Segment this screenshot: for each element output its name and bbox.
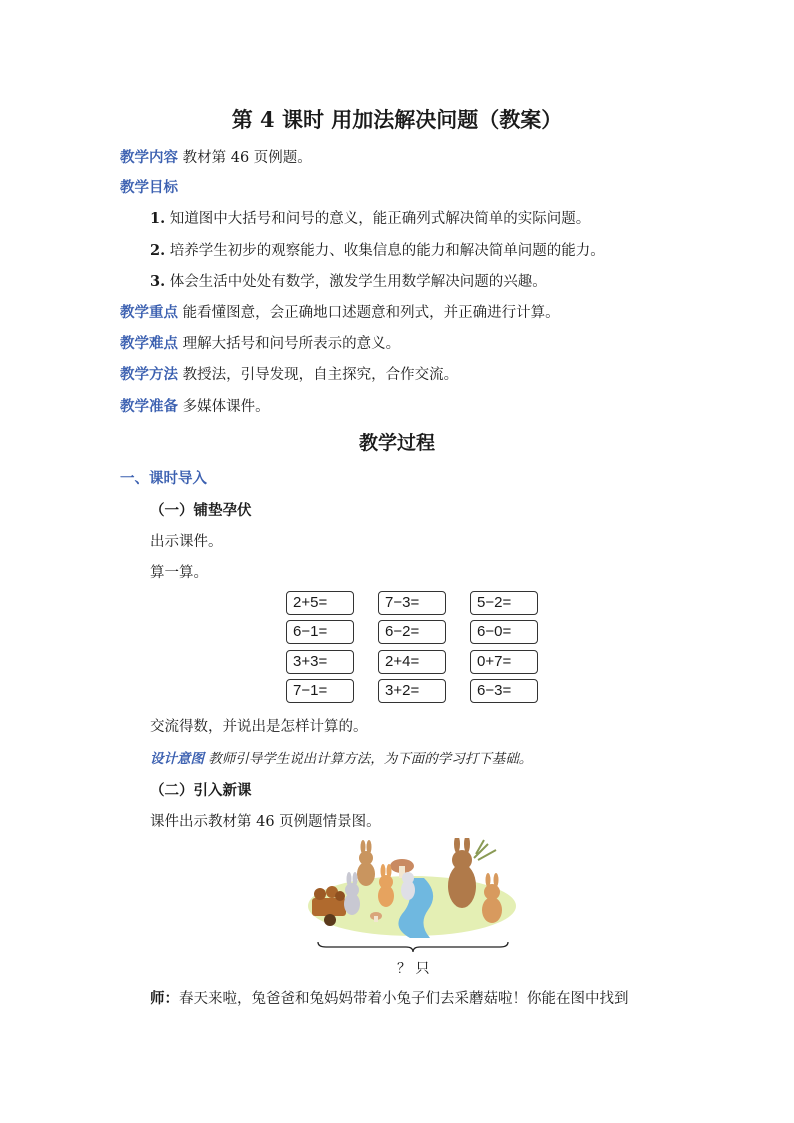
rabbit-child-icon bbox=[378, 864, 394, 907]
paragraph: 算一算。 bbox=[150, 565, 208, 581]
design-text: 教师引导学生说出计算方法，为下面的学习打下基础。 bbox=[208, 751, 533, 767]
info-text: 教材第 46 页例题。 bbox=[182, 150, 312, 166]
rabbit-child-icon bbox=[401, 872, 415, 900]
exercise-box: 2+5= bbox=[286, 591, 354, 615]
goal-item: 2. 培养学生初步的观察能力、收集信息的能力和解决简单问题的能力。 bbox=[150, 242, 605, 259]
goal-item: 3. 体会生活中处处有数学，激发学生用数学解决问题的兴趣。 bbox=[150, 273, 547, 290]
exercise-box: 0+7= bbox=[470, 650, 538, 674]
brace-icon bbox=[316, 940, 510, 954]
exercise-box: 5−2= bbox=[470, 591, 538, 615]
teacher-label: 师： bbox=[150, 990, 179, 1007]
info-key: 教学重点 能看懂图意，会正确地口述题意和列式，并正确进行计算。 bbox=[120, 304, 560, 321]
info-preparation: 教学准备 多媒体课件。 bbox=[120, 398, 270, 415]
question-label: ？ 只 bbox=[397, 961, 430, 977]
exercise-box: 7−3= bbox=[378, 591, 446, 615]
paragraph: 交流得数，并说出是怎样计算的。 bbox=[150, 719, 368, 735]
part-heading: （二）引入新课 bbox=[150, 782, 252, 799]
exercise-box: 3+2= bbox=[378, 679, 446, 703]
exercise-box: 6−2= bbox=[378, 620, 446, 644]
exercise-box: 3+3= bbox=[286, 650, 354, 674]
goal-item: 1. 知道图中大括号和问号的意义，能正确列式解决简单的实际问题。 bbox=[150, 210, 591, 227]
paragraph: 课件出示教材第 46 页例题情景图。 bbox=[150, 814, 381, 830]
info-method: 教学方法 教授法，引导发现，自主探究，合作交流。 bbox=[120, 366, 459, 383]
info-content bbox=[120, 146, 312, 167]
part-heading: （一）铺垫孕伏 bbox=[150, 502, 252, 519]
page-title: 第 4 课时 用加法解决问题（教案） bbox=[231, 107, 563, 132]
rabbit-scene-illustration bbox=[306, 838, 518, 946]
exercise-box: 7−1= bbox=[286, 679, 354, 703]
exercise-box: 6−3= bbox=[470, 679, 538, 703]
exercise-box: 2+4= bbox=[378, 650, 446, 674]
exercise-box: 6−0= bbox=[470, 620, 538, 644]
info-goals bbox=[120, 176, 178, 197]
exercise-box: 6−1= bbox=[286, 620, 354, 644]
paragraph: 出示课件。 bbox=[150, 534, 223, 550]
teacher-line bbox=[150, 987, 629, 1008]
info-label: 教学内容 bbox=[120, 149, 178, 166]
rabbit-child-icon bbox=[344, 872, 360, 915]
process-title: 教学过程 bbox=[358, 432, 435, 454]
info-label: 教学目标 bbox=[120, 179, 178, 196]
section-heading: 一、课时导入 bbox=[120, 470, 207, 487]
design-intent bbox=[150, 747, 532, 767]
teacher-text: 春天来啦，兔爸爸和兔妈妈带着小兔子们去采蘑菇啦！你能在图中找到 bbox=[179, 991, 629, 1007]
rabbit-child-icon bbox=[357, 840, 375, 886]
info-difficulty: 教学难点 理解大括号和问号所表示的意义。 bbox=[120, 335, 401, 352]
design-label: 设计意图 bbox=[150, 751, 204, 767]
